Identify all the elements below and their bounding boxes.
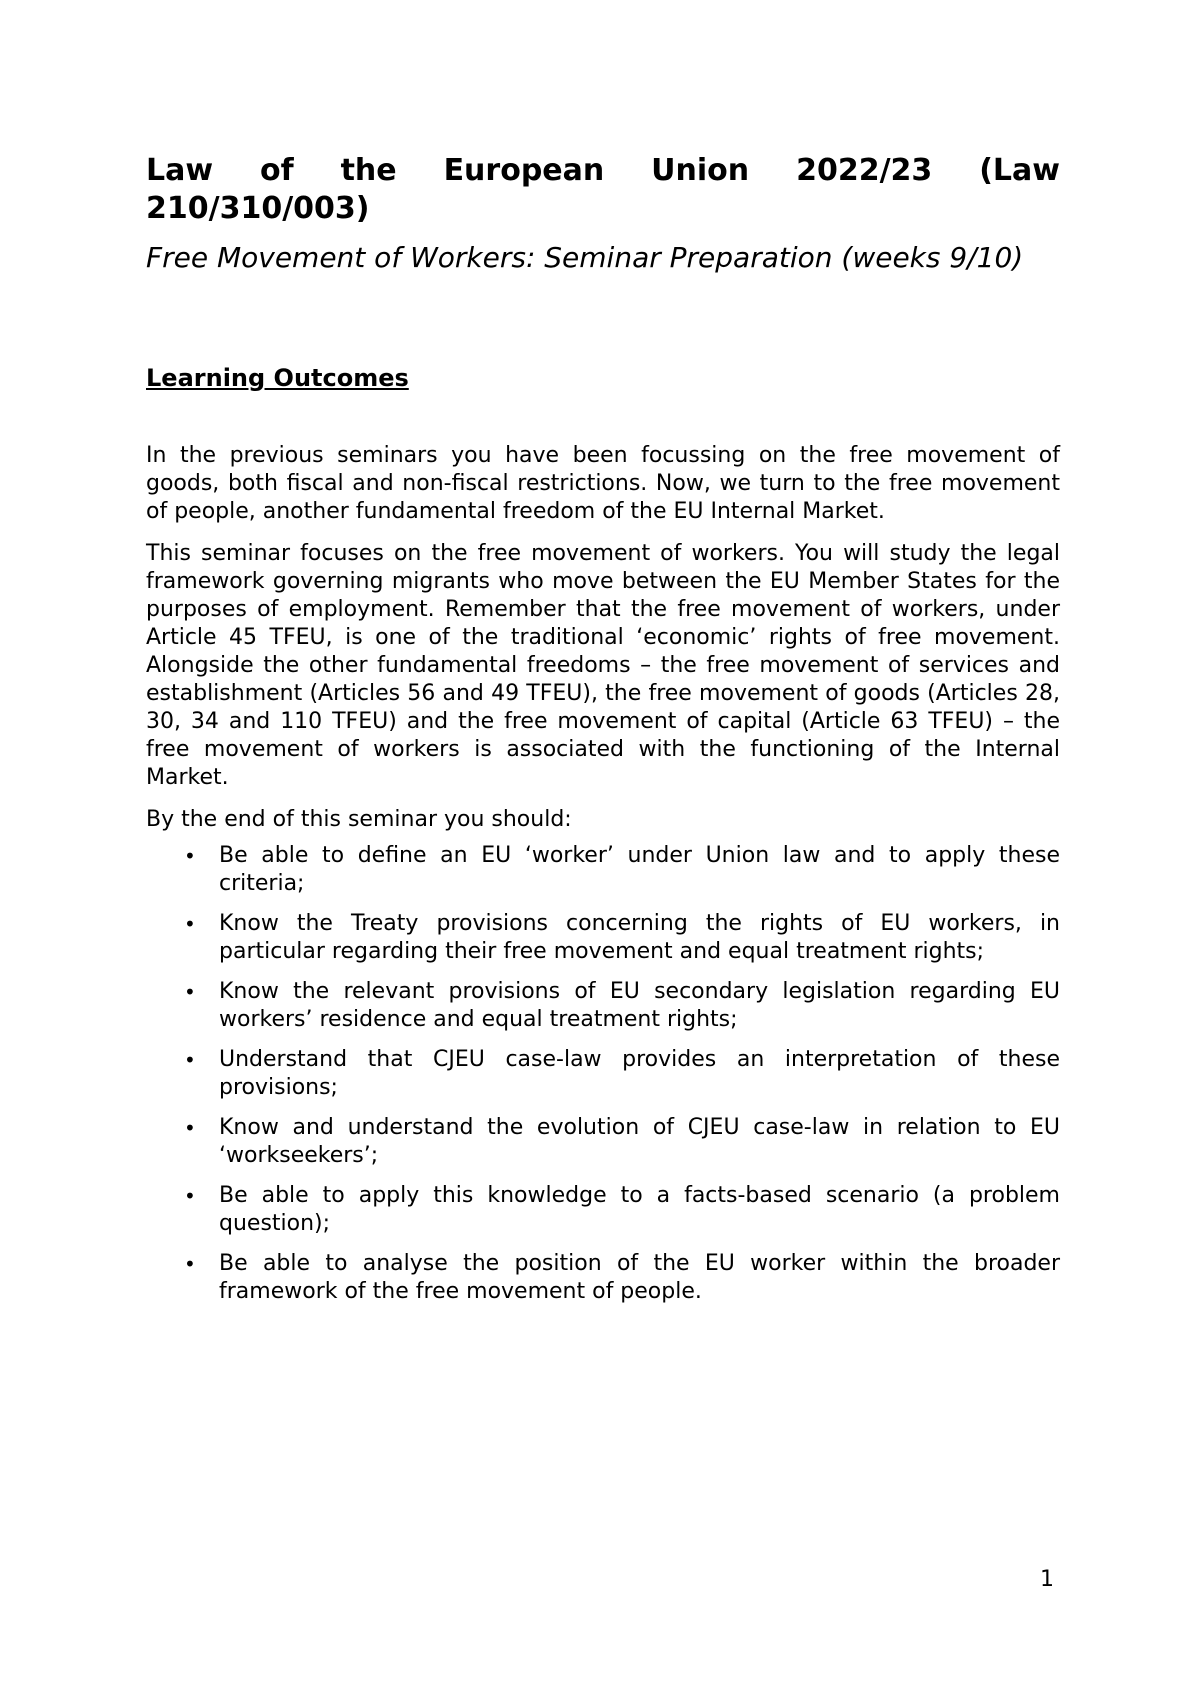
list-item [146, 1114, 1060, 1170]
page-content [146, 152, 1060, 1318]
page-number: 1 [1040, 1567, 1054, 1592]
list-item-text: Understand that CJEU case-law provides an interpretation of these provisions; [219, 1047, 1060, 1100]
bullet-icon: • [184, 1048, 196, 1072]
list-item [146, 1046, 1060, 1102]
section-heading-learning-outcomes: Learning Outcomes [146, 364, 409, 392]
bullet-icon: • [184, 1116, 196, 1140]
list-item-text: Be able to analyse the position of the EU worker within the broader framework of the free movement of people. [219, 1251, 1060, 1304]
list-item [146, 978, 1060, 1034]
bullet-icon: • [184, 1252, 196, 1276]
document-title: Law of the European Union 2022/23 (Law 210/310/003) [146, 153, 1060, 226]
list-item [146, 1182, 1060, 1238]
list-item [146, 1250, 1060, 1306]
list-item [146, 842, 1060, 898]
bullet-icon: • [184, 1184, 196, 1208]
list-item [146, 910, 1060, 966]
list-item-text: Know the relevant provisions of EU secondary legislation regarding EU workers’ residence and equal treatment rights; [219, 979, 1060, 1032]
learning-outcomes-list [146, 842, 1060, 1306]
document-subtitle: Free Movement of Workers: Seminar Preparation (weeks 9/10) [146, 241, 1024, 274]
focus-paragraph: This seminar focuses on the free movement of workers. You will study the legal framework governing migrants who move between the EU Member States for the purposes of employment. Remember that the free movement of workers, under Article 45 TFEU, is one of the traditional ‘economic’ rights of free movement. Alongside the other fundamental freedoms – the free movement of services and establishment (Articles 56 and 49 TFEU), the free movement of goods (Articles 28, 30, 34 and 110 TFEU) and the free movement of capital (Article 63 TFEU) – the free movement of workers is associated with the functioning of the Internal Market. [146, 541, 1060, 790]
list-item-text: Know the Treaty provisions concerning the rights of EU workers, in particular regarding their free movement and equal treatment rights; [219, 911, 1060, 964]
outcomes-lead-in: By the end of this seminar you should: [146, 807, 572, 832]
bullet-icon: • [184, 980, 196, 1004]
list-item-text: Know and understand the evolution of CJEU case-law in relation to EU ‘workseekers’; [219, 1115, 1060, 1168]
list-item-text: Be able to apply this knowledge to a facts-based scenario (a problem question); [219, 1183, 1060, 1236]
intro-paragraph: In the previous seminars you have been focussing on the free movement of goods, both fiscal and non-fiscal restrictions. Now, we turn to the free movement of people, another fundamental freedom of the EU Internal Market. [146, 443, 1060, 524]
list-item-text: Be able to define an EU ‘worker’ under Union law and to apply these criteria; [219, 843, 1060, 896]
bullet-icon: • [184, 912, 196, 936]
bullet-icon: • [184, 844, 196, 868]
